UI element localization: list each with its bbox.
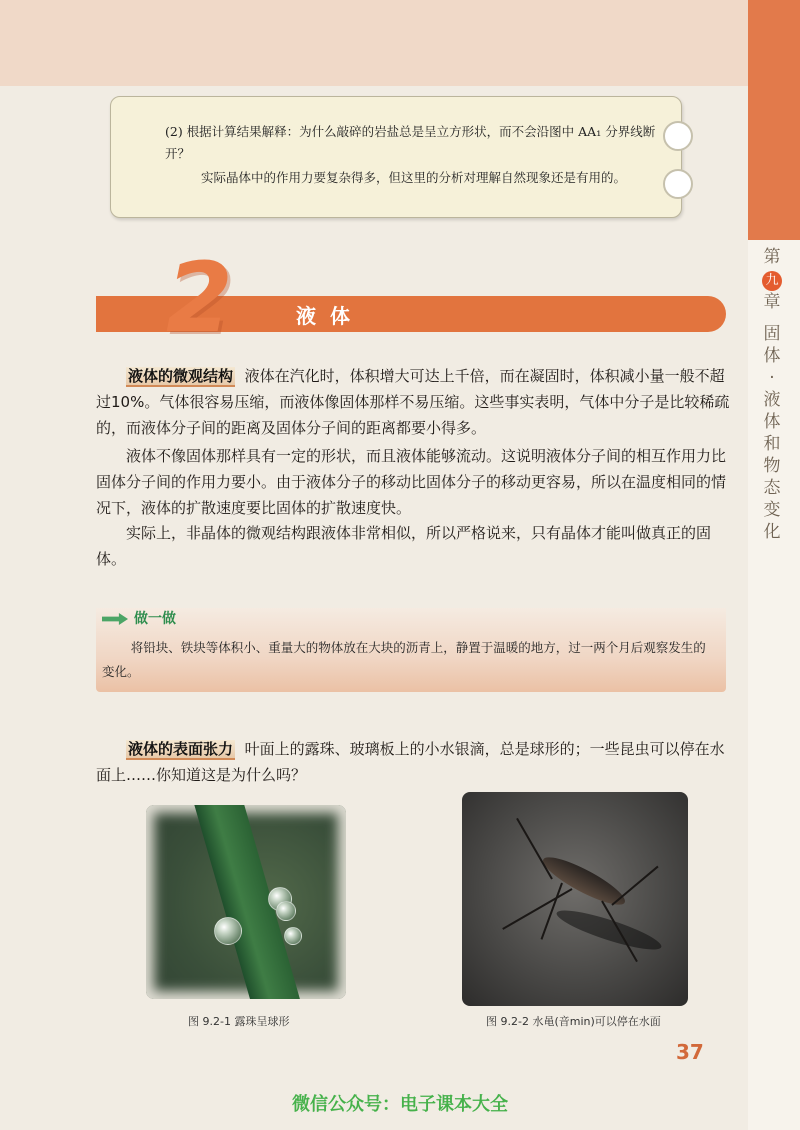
activity-box	[96, 608, 726, 692]
water-strider-photo	[462, 792, 688, 1006]
arrow-right-icon	[102, 613, 128, 625]
chapter-prefix: 第	[763, 247, 781, 267]
paragraph-text: 液体在汽化时，体积增大可达上千倍，而在凝固时，体积减小量一般不超过10%。气体很容易压缩，而液体像固体那样不易压缩。这些事实表明，气体中分子是比较稀疏的，而液体分子间的距离及固体分子间的距离都要小得多。	[96, 367, 730, 437]
dewdrop-shape	[276, 901, 296, 921]
paragraph-amorphous	[96, 520, 736, 572]
note-question: (2) 根据计算结果解释：为什么敲碎的岩盐总是呈立方形状，而不会沿图中 AA₁ 分界线断开？	[165, 124, 656, 161]
chapter-tab	[748, 0, 800, 1130]
insect-leg	[502, 888, 572, 930]
chapter-number: 九	[762, 271, 782, 291]
paragraph-micro-structure	[96, 363, 736, 441]
paragraph-flow	[96, 443, 736, 521]
section-title: 液体	[296, 304, 364, 328]
page-number: 37	[676, 1040, 704, 1064]
dewdrop-shape	[284, 927, 302, 945]
insect-leg	[611, 866, 658, 906]
chapter-sidebar-title: 第 九 章 固体 · 液体和物态变化	[763, 247, 781, 542]
paragraph-text: 液体不像固体那样具有一定的形状，而且液体能够流动。这说明液体分子间的相互作用力比固体分子间的作用力要小。由于液体分子的移动比固体分子的移动更容易，所以在温度相同的情况下，液体的扩散速度要比固体的扩散速度快。	[96, 447, 727, 517]
term-micro-structure: 液体的微观结构	[128, 367, 234, 385]
figure-caption: 图 9.2-1 露珠呈球形	[188, 1015, 290, 1028]
paragraph-surface-tension	[96, 736, 736, 788]
chapter-tab-top	[748, 0, 800, 240]
figure-caption: 图 9.2-2 水黾(音min)可以停在水面	[486, 1015, 661, 1028]
section-header	[96, 242, 726, 354]
note-remark: 实际晶体中的作用力要复杂得多，但这里的分析对理解自然现象还是有用的。	[201, 170, 627, 185]
term-surface-tension: 液体的表面张力	[128, 740, 234, 758]
chapter-suffix: 章	[763, 292, 781, 312]
activity-label	[102, 608, 176, 628]
paragraph-text: 实际上，非晶体的微观结构跟液体非常相似，所以严格说来，只有晶体才能叫做真正的固体。	[96, 524, 712, 568]
note-card	[110, 96, 682, 218]
top-band	[0, 0, 748, 86]
chapter-title-1: 固体	[763, 324, 781, 366]
chapter-title-2: 液体和物态变化	[763, 390, 781, 542]
insect-leg	[516, 818, 553, 880]
dewdrop-shape	[214, 917, 242, 945]
paragraph-text: 叶面上的露珠、玻璃板上的小水银滴，总是球形的；一些昆虫可以停在水面上……你知道这是为什么吗？	[96, 740, 725, 784]
footer-watermark: 微信公众号：电子课本大全	[292, 1094, 508, 1115]
activity-text: 将铅块、铁块等体积小、重量大的物体放在大块的沥青上，静置于温暖的地方，过一两个月后观察发生的变化。	[102, 640, 706, 679]
dewdrop-photo	[146, 805, 346, 999]
activity-label-text: 做一做	[134, 611, 176, 627]
section-number: 2	[166, 242, 233, 354]
